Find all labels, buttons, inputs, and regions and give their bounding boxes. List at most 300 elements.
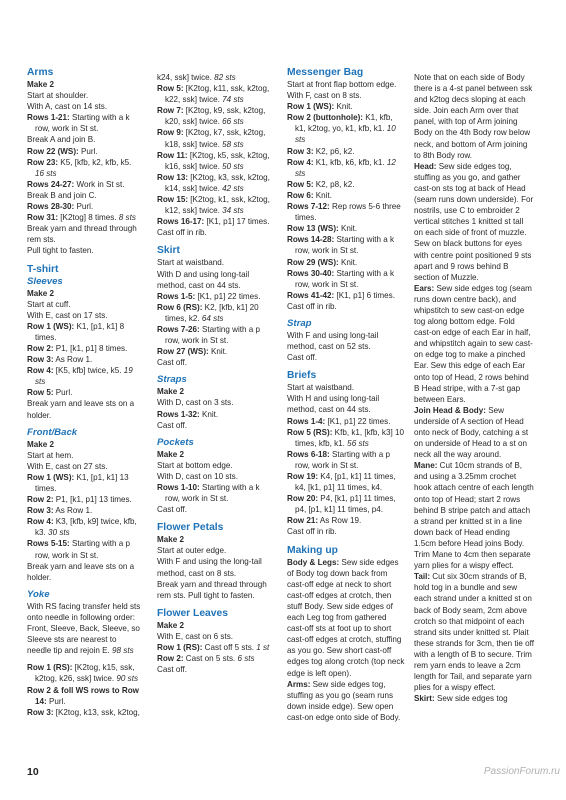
pattern-row bbox=[287, 449, 405, 471]
row-text: Sew side edges of Body tog down back from cast-off edge at neck to short cast-off edges at crotch, then stuff Body. Sew side edges of each Leg tog from gathered cast-off sts at foot up to short cast-off edges at crotch, stuffing as you go. Sew short cast-off edges tog along crotch (top neck edge is left open). bbox=[287, 557, 405, 678]
row-label: Row 22 (WS): bbox=[27, 146, 79, 156]
row-text: Cut six 30cm strands of B, hold tog in a bundle and sew each strand under a knitted st on back of Body seam, 2cm above crotch so that midpoint of each strand sits under knitted st. Plait these strands for 3cm, then tie off with a length of B to secure. Trim rem yarn ends to leave a 2cm length for Tail, and separate yarn plies for a wispy effect. bbox=[414, 572, 534, 693]
row-text: Start at front flap bottom edge. bbox=[287, 80, 397, 89]
row-label: Row 23: bbox=[27, 157, 59, 167]
row-text: Cast off. bbox=[157, 420, 187, 430]
row-label: Rows 7-12: bbox=[287, 202, 330, 212]
row-text: Pull tight to fasten. bbox=[27, 246, 94, 256]
row-text: As Row 1. bbox=[53, 506, 93, 516]
row-label: Rows 6-18: bbox=[287, 449, 330, 459]
row-text: With F and using long-tail method, cast on 52 sts. bbox=[287, 330, 379, 352]
row-text: [K2tog, k15, ssk, k2tog, k26, ssk] twice. bbox=[35, 663, 135, 684]
stitch-count: 8 sts bbox=[116, 213, 136, 223]
pattern-row bbox=[287, 493, 405, 515]
stitch-count: 30 sts bbox=[45, 528, 70, 538]
row-text: Starting with a k row, work in St st. bbox=[165, 483, 260, 504]
row-text: P1, [k1, p1] 8 times. bbox=[53, 343, 128, 353]
row-text: Cast off. bbox=[157, 358, 187, 368]
row-text: Cast off. bbox=[287, 353, 317, 363]
row-text: [K2tog, k3, ssk, k2tog, k14, ssk] twice. bbox=[165, 172, 270, 193]
pattern-row bbox=[157, 105, 273, 127]
pattern-row bbox=[27, 179, 141, 190]
row-text: Purl. bbox=[74, 202, 94, 212]
instruction-text bbox=[287, 526, 405, 537]
row-label: Row 1 (RS): bbox=[157, 643, 203, 653]
row-text: Knit. bbox=[208, 347, 228, 357]
row-label: Rows 24-27: bbox=[27, 179, 75, 189]
make-count: Make 2 bbox=[157, 535, 184, 545]
row-label: Row 1 (WS): bbox=[287, 102, 335, 112]
pattern-row bbox=[287, 201, 405, 223]
row-label: Row 2 (buttonhole): bbox=[287, 113, 363, 123]
pattern-row bbox=[414, 161, 534, 283]
row-label: Row 3: bbox=[287, 146, 314, 156]
stitch-count: 56 sts bbox=[344, 438, 369, 448]
row-text: Purl. bbox=[78, 146, 98, 156]
instruction-text bbox=[157, 579, 273, 601]
pattern-row bbox=[27, 343, 141, 354]
row-text: [K1, p1] 22 times. bbox=[195, 291, 261, 301]
instruction-text bbox=[414, 72, 534, 161]
pattern-row bbox=[287, 427, 405, 449]
row-label: Row 4: bbox=[27, 517, 54, 527]
row-label: Rows 1-32: bbox=[157, 409, 200, 419]
row-label: Skirt: bbox=[414, 694, 435, 704]
row-text: Cast off in rib. bbox=[287, 527, 337, 537]
row-label: Row 15: bbox=[157, 195, 189, 205]
row-label: Row 4: bbox=[27, 366, 54, 376]
stitch-count: 6 sts bbox=[235, 654, 255, 664]
pattern-row bbox=[287, 268, 405, 290]
row-text: Purl. bbox=[53, 388, 73, 398]
row-text: K1, [p1, k1] 8 times. bbox=[35, 321, 125, 342]
stitch-count: 10 sts bbox=[295, 124, 396, 145]
pattern-row bbox=[287, 416, 405, 427]
row-text: K4, [p1, k1] 11 times, k4, [k1, p1] 11 times, k4. bbox=[295, 472, 396, 493]
row-label: Rows 1-10: bbox=[157, 483, 200, 492]
pattern-row bbox=[27, 685, 141, 707]
row-text: Start at waistband. bbox=[287, 383, 355, 393]
pattern-row bbox=[414, 405, 534, 460]
row-label: Rows 7-26: bbox=[157, 324, 200, 334]
pattern-row bbox=[287, 157, 405, 179]
row-text: Sew side edges tog, stuffing as you go, and gather cast-on sts tog at back of Head (seam runs down underside). For nostrils, use C to embroider 2 vertical stitches 1 knitted st tall on each side of front of muzzle. Sew on black buttons for eyes with centre point positioned 9 sts apart and 9 rows behind B section of Muzzle. bbox=[414, 161, 534, 282]
row-label: Mane: bbox=[414, 461, 438, 471]
pattern-row bbox=[287, 290, 405, 301]
row-text: Starting with a p row, work in St st. bbox=[35, 539, 131, 560]
section-heading: Briefs bbox=[287, 370, 317, 382]
stitch-count: 42 sts bbox=[219, 183, 244, 193]
row-text: Start at cuff. bbox=[27, 299, 71, 309]
watermark: PassionForum.ru bbox=[483, 766, 560, 777]
instruction-text bbox=[157, 545, 273, 556]
row-text: With D and using long-tail method, cast on 44 sts. bbox=[157, 269, 250, 290]
instruction-text bbox=[27, 561, 141, 583]
row-label: Row 13: bbox=[157, 172, 189, 182]
stitch-count: 58 sts bbox=[219, 139, 244, 149]
row-text: As Row 19. bbox=[318, 516, 362, 526]
row-text: Knit. bbox=[199, 409, 219, 419]
stitch-count: 98 sts bbox=[109, 646, 134, 656]
stitch-count: 12 sts bbox=[295, 157, 396, 178]
pattern-row bbox=[287, 101, 405, 112]
stitch-count: 66 sts bbox=[219, 117, 244, 127]
instruction-text bbox=[157, 471, 273, 482]
pattern-row bbox=[157, 302, 273, 324]
row-text: K1, kfb, k1, k2tog, yo, k1, kfb, k1. bbox=[295, 113, 393, 134]
row-text: Cast off in rib. bbox=[287, 301, 337, 311]
pattern-row bbox=[157, 150, 273, 172]
row-text: K1, kfb, k6, kfb, k1. bbox=[313, 157, 385, 167]
pattern-row bbox=[27, 662, 141, 684]
pattern-row bbox=[157, 291, 273, 302]
row-label: Row 2 & foll WS rows to Row 14: bbox=[27, 685, 139, 706]
row-text: K2, p6, k2. bbox=[313, 146, 355, 156]
row-label: Row 31: bbox=[27, 213, 59, 223]
subsection-heading: Strap bbox=[287, 317, 312, 329]
row-label: Row 5: bbox=[287, 179, 314, 189]
pattern-row bbox=[157, 653, 273, 664]
instruction-text bbox=[27, 245, 141, 256]
instruction-text bbox=[27, 223, 141, 245]
instruction-text bbox=[27, 398, 141, 420]
row-text: P1, [k1, p1] 13 times. bbox=[53, 495, 132, 505]
row-text: Starting with a p row, work in St st. bbox=[295, 449, 391, 470]
row-text: Starting with a k row, work in St st. bbox=[35, 113, 130, 134]
instruction-text bbox=[157, 357, 273, 368]
row-text: [K1, p1] 22 times. bbox=[325, 416, 391, 426]
row-label: Ears: bbox=[414, 283, 435, 293]
row-text: Sew side edges tog, stuffing as you go (seam runs down inside edge). Sew open cast-on edge onto side of Body. bbox=[287, 679, 401, 722]
row-label: Row 2: bbox=[27, 343, 54, 353]
instruction-text bbox=[27, 310, 141, 321]
row-text: Work in St st. bbox=[74, 179, 125, 189]
pattern-row bbox=[27, 321, 141, 343]
instruction-text bbox=[157, 460, 273, 471]
subsection-heading: Sleeves bbox=[27, 275, 63, 287]
row-text: Knit. bbox=[334, 102, 353, 112]
subsection-heading: Front/Back bbox=[27, 426, 78, 438]
pattern-row bbox=[157, 324, 273, 346]
stitch-count: 34 sts bbox=[219, 206, 244, 216]
instruction-text bbox=[157, 420, 273, 431]
instruction-text bbox=[157, 269, 273, 291]
row-label: Rows 41-42: bbox=[287, 290, 335, 300]
row-label: Rows 1-4: bbox=[287, 416, 326, 426]
stitch-count: 50 sts bbox=[219, 161, 244, 171]
row-text: Cast off. bbox=[157, 505, 187, 515]
pattern-row bbox=[27, 707, 141, 718]
row-label: Tail: bbox=[414, 572, 431, 582]
pattern-row bbox=[287, 112, 405, 145]
pattern-row bbox=[414, 460, 534, 571]
row-text: With D, cast on 3 sts. bbox=[157, 398, 234, 408]
instruction-text bbox=[157, 257, 273, 268]
instruction-text bbox=[27, 134, 141, 145]
row-label: Head: bbox=[414, 161, 437, 171]
column-1 bbox=[27, 66, 141, 718]
pattern-row bbox=[157, 127, 273, 149]
instruction-text bbox=[157, 631, 273, 642]
row-text: Knit. bbox=[338, 257, 358, 267]
pattern-row bbox=[157, 83, 273, 105]
pattern-row bbox=[287, 679, 405, 723]
make-count: Make 2 bbox=[157, 387, 184, 397]
instruction-text bbox=[157, 556, 273, 578]
row-label: Row 1 (WS): bbox=[27, 321, 75, 331]
row-label: Row 7: bbox=[157, 106, 184, 116]
instruction-text bbox=[287, 382, 405, 393]
row-label: Row 5: bbox=[27, 388, 54, 398]
row-text: Start at hem. bbox=[27, 450, 74, 460]
row-label: Row 4: bbox=[287, 157, 314, 167]
row-text: Cast on 5 sts. bbox=[183, 654, 236, 664]
pattern-row bbox=[287, 146, 405, 157]
row-text: [K1, p1] 6 times. bbox=[334, 290, 395, 300]
row-label: Rows 16-17: bbox=[157, 217, 205, 227]
row-text: [K2tog, k9, ssk, k2tog, k20, ssk] twice. bbox=[165, 106, 266, 127]
stitch-count: 64 sts bbox=[199, 313, 224, 323]
make-count: Make 2 bbox=[157, 620, 184, 630]
row-label: Rows 5-15: bbox=[27, 539, 70, 549]
row-text: Sew side edges tog (seam runs down centre back), and whipstitch to sew cast-on edge tog along bottom edge. Fold cast-on edge of each Ear in half, and whipstitch again to sew cast-on edge tog to make a pinched Ear. Sew this edge of each Ear onto top of Head, 2 rows behind B Head stripe, with a 7-st gap between Ears. bbox=[414, 283, 533, 404]
row-label: Body & Legs: bbox=[287, 557, 340, 567]
pattern-row bbox=[27, 472, 141, 494]
pattern-row bbox=[27, 157, 141, 179]
row-text: [K2tog, k13, ssk, k2tog, bbox=[53, 707, 140, 717]
row-label: Rows 14-28: bbox=[287, 235, 335, 245]
row-text: Kfb, k1, [kfb, k3] 10 times, kfb, k1. bbox=[295, 427, 404, 448]
row-label: Row 5: bbox=[157, 84, 184, 94]
pattern-row bbox=[287, 257, 405, 268]
instruction-text bbox=[157, 227, 273, 238]
instruction-text bbox=[157, 72, 273, 83]
row-text: Break B and join C. bbox=[27, 190, 97, 200]
section-heading: Messenger Bag bbox=[287, 67, 364, 78]
row-text: Break yarn and thread through rem sts. bbox=[27, 224, 137, 245]
row-label: Row 2: bbox=[157, 654, 184, 664]
row-text: k24, ssk] twice. bbox=[157, 73, 212, 82]
row-text: With E, cast on 17 sts. bbox=[27, 310, 108, 320]
row-text: Start at shoulder. bbox=[27, 91, 89, 101]
row-text: K2, p8, k2. bbox=[313, 179, 355, 189]
row-text: Cast off 5 sts. bbox=[202, 643, 255, 653]
row-text: With F and using the long-tail method, cast on 8 sts. bbox=[157, 557, 262, 578]
row-label: Join Head & Body: bbox=[414, 405, 486, 415]
row-text: P4, [k1, p1] 11 times, p4, [p1, k1] 11 times, p4. bbox=[295, 494, 396, 515]
row-text: Cast off in rib. bbox=[157, 228, 207, 238]
row-label: Row 1 (WS): bbox=[27, 472, 75, 482]
instruction-text bbox=[27, 461, 141, 472]
instruction-text bbox=[27, 601, 141, 656]
instruction-text bbox=[287, 301, 405, 312]
row-text: As Row 1. bbox=[53, 355, 93, 365]
row-text: Knit. bbox=[338, 224, 358, 234]
row-text: Starting with a k row, work in St st. bbox=[295, 268, 395, 289]
pattern-row bbox=[414, 283, 534, 405]
pattern-row bbox=[27, 112, 141, 134]
row-text: With H and using long-tail method, cast on 44 sts. bbox=[287, 394, 380, 415]
row-text: [K2tog, k7, ssk, k2tog, k18, ssk] twice. bbox=[165, 128, 266, 149]
row-label: Row 13 (WS): bbox=[287, 224, 339, 234]
row-text: K5, [kfb, k2, kfb, k5. bbox=[58, 157, 132, 167]
section-heading: Flower Leaves bbox=[157, 607, 228, 619]
row-text: Rep rows 5-6 three times. bbox=[295, 202, 401, 223]
instruction-text bbox=[287, 79, 405, 90]
row-text: [K2tog, k11, ssk, k2tog, k22, ssk] twice. bbox=[165, 84, 270, 105]
row-text: Sew side edges tog bbox=[434, 694, 508, 704]
row-label: Row 9: bbox=[157, 128, 184, 138]
section-heading: T-shirt bbox=[27, 263, 59, 275]
instruction-text bbox=[287, 352, 405, 363]
row-label: Row 20: bbox=[287, 494, 319, 504]
instruction-text bbox=[287, 330, 405, 352]
pattern-row bbox=[27, 354, 141, 365]
instruction-text bbox=[287, 90, 405, 101]
pattern-row bbox=[287, 515, 405, 526]
stitch-count: 74 sts bbox=[219, 95, 244, 105]
instruction-text bbox=[27, 299, 141, 310]
row-text: Break A and join B. bbox=[27, 135, 96, 145]
row-text: K3, [kfb, k9] twice, kfb, k3. bbox=[35, 517, 137, 538]
subsection-heading: Straps bbox=[157, 374, 187, 386]
stitch-count: 1 st bbox=[254, 643, 270, 653]
pattern-row bbox=[287, 234, 405, 256]
instruction-text bbox=[157, 504, 273, 515]
row-text: Start at waistband. bbox=[157, 258, 225, 268]
row-text: Break yarn and leave sts on a holder. bbox=[27, 561, 135, 582]
row-text: Start at bottom edge. bbox=[157, 460, 233, 470]
row-label: Row 3: bbox=[27, 355, 54, 365]
section-heading: Making up bbox=[287, 544, 338, 556]
pattern-row bbox=[157, 409, 273, 420]
row-label: Rows 28-30: bbox=[27, 202, 75, 212]
make-count: Make 2 bbox=[157, 449, 184, 459]
instruction-text bbox=[27, 450, 141, 461]
row-label: Row 21: bbox=[287, 516, 319, 526]
row-text: Break yarn and leave sts on a holder. bbox=[27, 399, 135, 420]
row-label: Row 5 (RS): bbox=[287, 427, 333, 437]
pattern-row bbox=[287, 557, 405, 679]
row-label: Row 2: bbox=[27, 495, 54, 505]
row-text: Cast off. bbox=[157, 665, 187, 675]
column-4 bbox=[414, 72, 534, 704]
make-count: Make 2 bbox=[27, 80, 54, 89]
row-text: With E, cast on 6 sts. bbox=[157, 631, 234, 641]
row-text: With E, cast on 27 sts. bbox=[27, 461, 108, 471]
instruction-text bbox=[157, 664, 273, 675]
pattern-row bbox=[27, 146, 141, 157]
stitch-count: 90 sts bbox=[114, 674, 139, 684]
row-text: [K2tog, k1, ssk, k2tog, k12, ssk] twice. bbox=[165, 195, 270, 216]
pattern-row bbox=[27, 538, 141, 560]
row-text: With F, cast on 8 sts. bbox=[287, 91, 362, 101]
row-label: Row 11: bbox=[157, 150, 188, 160]
row-text: Purl. bbox=[46, 696, 66, 706]
stitch-count: 19 sts bbox=[35, 366, 133, 387]
pattern-row bbox=[27, 505, 141, 516]
row-text: [K2tog] 8 times. bbox=[58, 213, 117, 223]
row-label: Row 29 (WS): bbox=[287, 257, 339, 267]
column-3 bbox=[287, 66, 405, 723]
row-text: [K1, p1] 17 times. bbox=[204, 217, 270, 227]
stitch-count: 16 sts bbox=[35, 168, 57, 178]
row-text: Note that on each side of Body there is a 4-st panel between ssk and k2tog decs sloping at each side. Join each Arm over that panel, with top of Arm joining Body on the 4th Body row below neck, and bottom of Arm joining to 8th Body row. bbox=[414, 73, 533, 160]
row-text: With D, cast on 10 sts. bbox=[157, 471, 238, 481]
stitch-count: 82 sts bbox=[211, 73, 236, 82]
instruction-text bbox=[27, 90, 141, 101]
row-label: Row 1 (RS): bbox=[27, 663, 73, 673]
pattern-row bbox=[27, 365, 141, 387]
row-label: Rows 30-40: bbox=[287, 268, 335, 278]
pattern-row bbox=[287, 471, 405, 493]
row-text: [K5, kfb] twice, k5. bbox=[53, 366, 122, 376]
pattern-row bbox=[287, 190, 405, 201]
row-text: Knit. bbox=[313, 190, 332, 200]
instruction-text bbox=[157, 397, 273, 408]
row-label: Row 3: bbox=[27, 506, 54, 516]
row-text: Starting with a p row, work in St st. bbox=[165, 324, 261, 346]
pattern-row bbox=[27, 387, 141, 398]
row-text: K1, [p1, k1] 13 times. bbox=[35, 472, 129, 493]
make-count: Make 2 bbox=[27, 288, 54, 298]
subsection-heading: Yoke bbox=[27, 588, 50, 600]
column-2 bbox=[157, 72, 273, 675]
make-count: Make 2 bbox=[27, 439, 54, 449]
pattern-row bbox=[157, 172, 273, 194]
instruction-text bbox=[27, 190, 141, 201]
section-heading: Flower Petals bbox=[157, 522, 224, 534]
pattern-row bbox=[287, 223, 405, 234]
row-label: Row 6 (RS): bbox=[157, 302, 203, 312]
row-text: Cut 10cm strands of B, and using a 3.25mm crochet hook attach centre of each length onto top of Head; start 2 rows behind B stripe patch and attach a strand per knitted st in a line down back of Head ending 1.5cm before Head joins Body. Trim Mane to 4cm then separate yarn plies for a wispy effect. bbox=[414, 461, 534, 571]
row-text: K2, [kfb, k1] 20 times, k2. bbox=[165, 302, 259, 323]
row-label: Row 27 (WS): bbox=[157, 347, 209, 357]
row-text: Break yarn and thread through rem sts. Pull tight to fasten. bbox=[157, 579, 267, 600]
row-label: Row 19: bbox=[287, 472, 319, 481]
pattern-row bbox=[27, 516, 141, 538]
row-label: Row 3: bbox=[27, 707, 54, 717]
row-label: Rows 1-5: bbox=[157, 291, 196, 301]
row-text: Sew underside of A section of Head onto neck of Body, catching a st on underside of Head to a st on neck all the way around. bbox=[414, 405, 529, 460]
pattern-row bbox=[157, 216, 273, 227]
pattern-row bbox=[157, 642, 273, 653]
row-text: Start at outer edge. bbox=[157, 546, 227, 556]
row-text: With RS facing transfer held sts onto needle in following order: Front, Sleeve, Back, Sleeve, so Sleeve sts are nearest to needle tip and rejoin E. bbox=[27, 601, 141, 656]
row-text: Starting with a k row, work in St st. bbox=[295, 235, 395, 256]
pattern-row bbox=[157, 346, 273, 357]
instruction-text bbox=[287, 393, 405, 415]
row-text: [K2tog, k5, ssk, k2tog, k16, ssk] twice. bbox=[165, 150, 270, 171]
pattern-row bbox=[414, 693, 534, 704]
pattern-row bbox=[27, 494, 141, 505]
row-label: Row 6: bbox=[287, 190, 314, 200]
row-text: With A, cast on 14 sts. bbox=[27, 102, 108, 112]
pattern-row bbox=[157, 482, 273, 504]
instruction-text bbox=[27, 101, 141, 112]
section-heading: Arms bbox=[27, 67, 54, 78]
pattern-row bbox=[414, 571, 534, 693]
section-heading: Skirt bbox=[157, 245, 180, 257]
pattern-row bbox=[157, 194, 273, 216]
pattern-row bbox=[287, 179, 405, 190]
row-label: Arms: bbox=[287, 679, 311, 689]
pattern-row bbox=[27, 201, 141, 212]
row-label: Rows 1-21: bbox=[27, 113, 70, 123]
pattern-row bbox=[27, 212, 141, 223]
subsection-heading: Pockets bbox=[157, 436, 194, 448]
page-number: 10 bbox=[27, 766, 39, 778]
